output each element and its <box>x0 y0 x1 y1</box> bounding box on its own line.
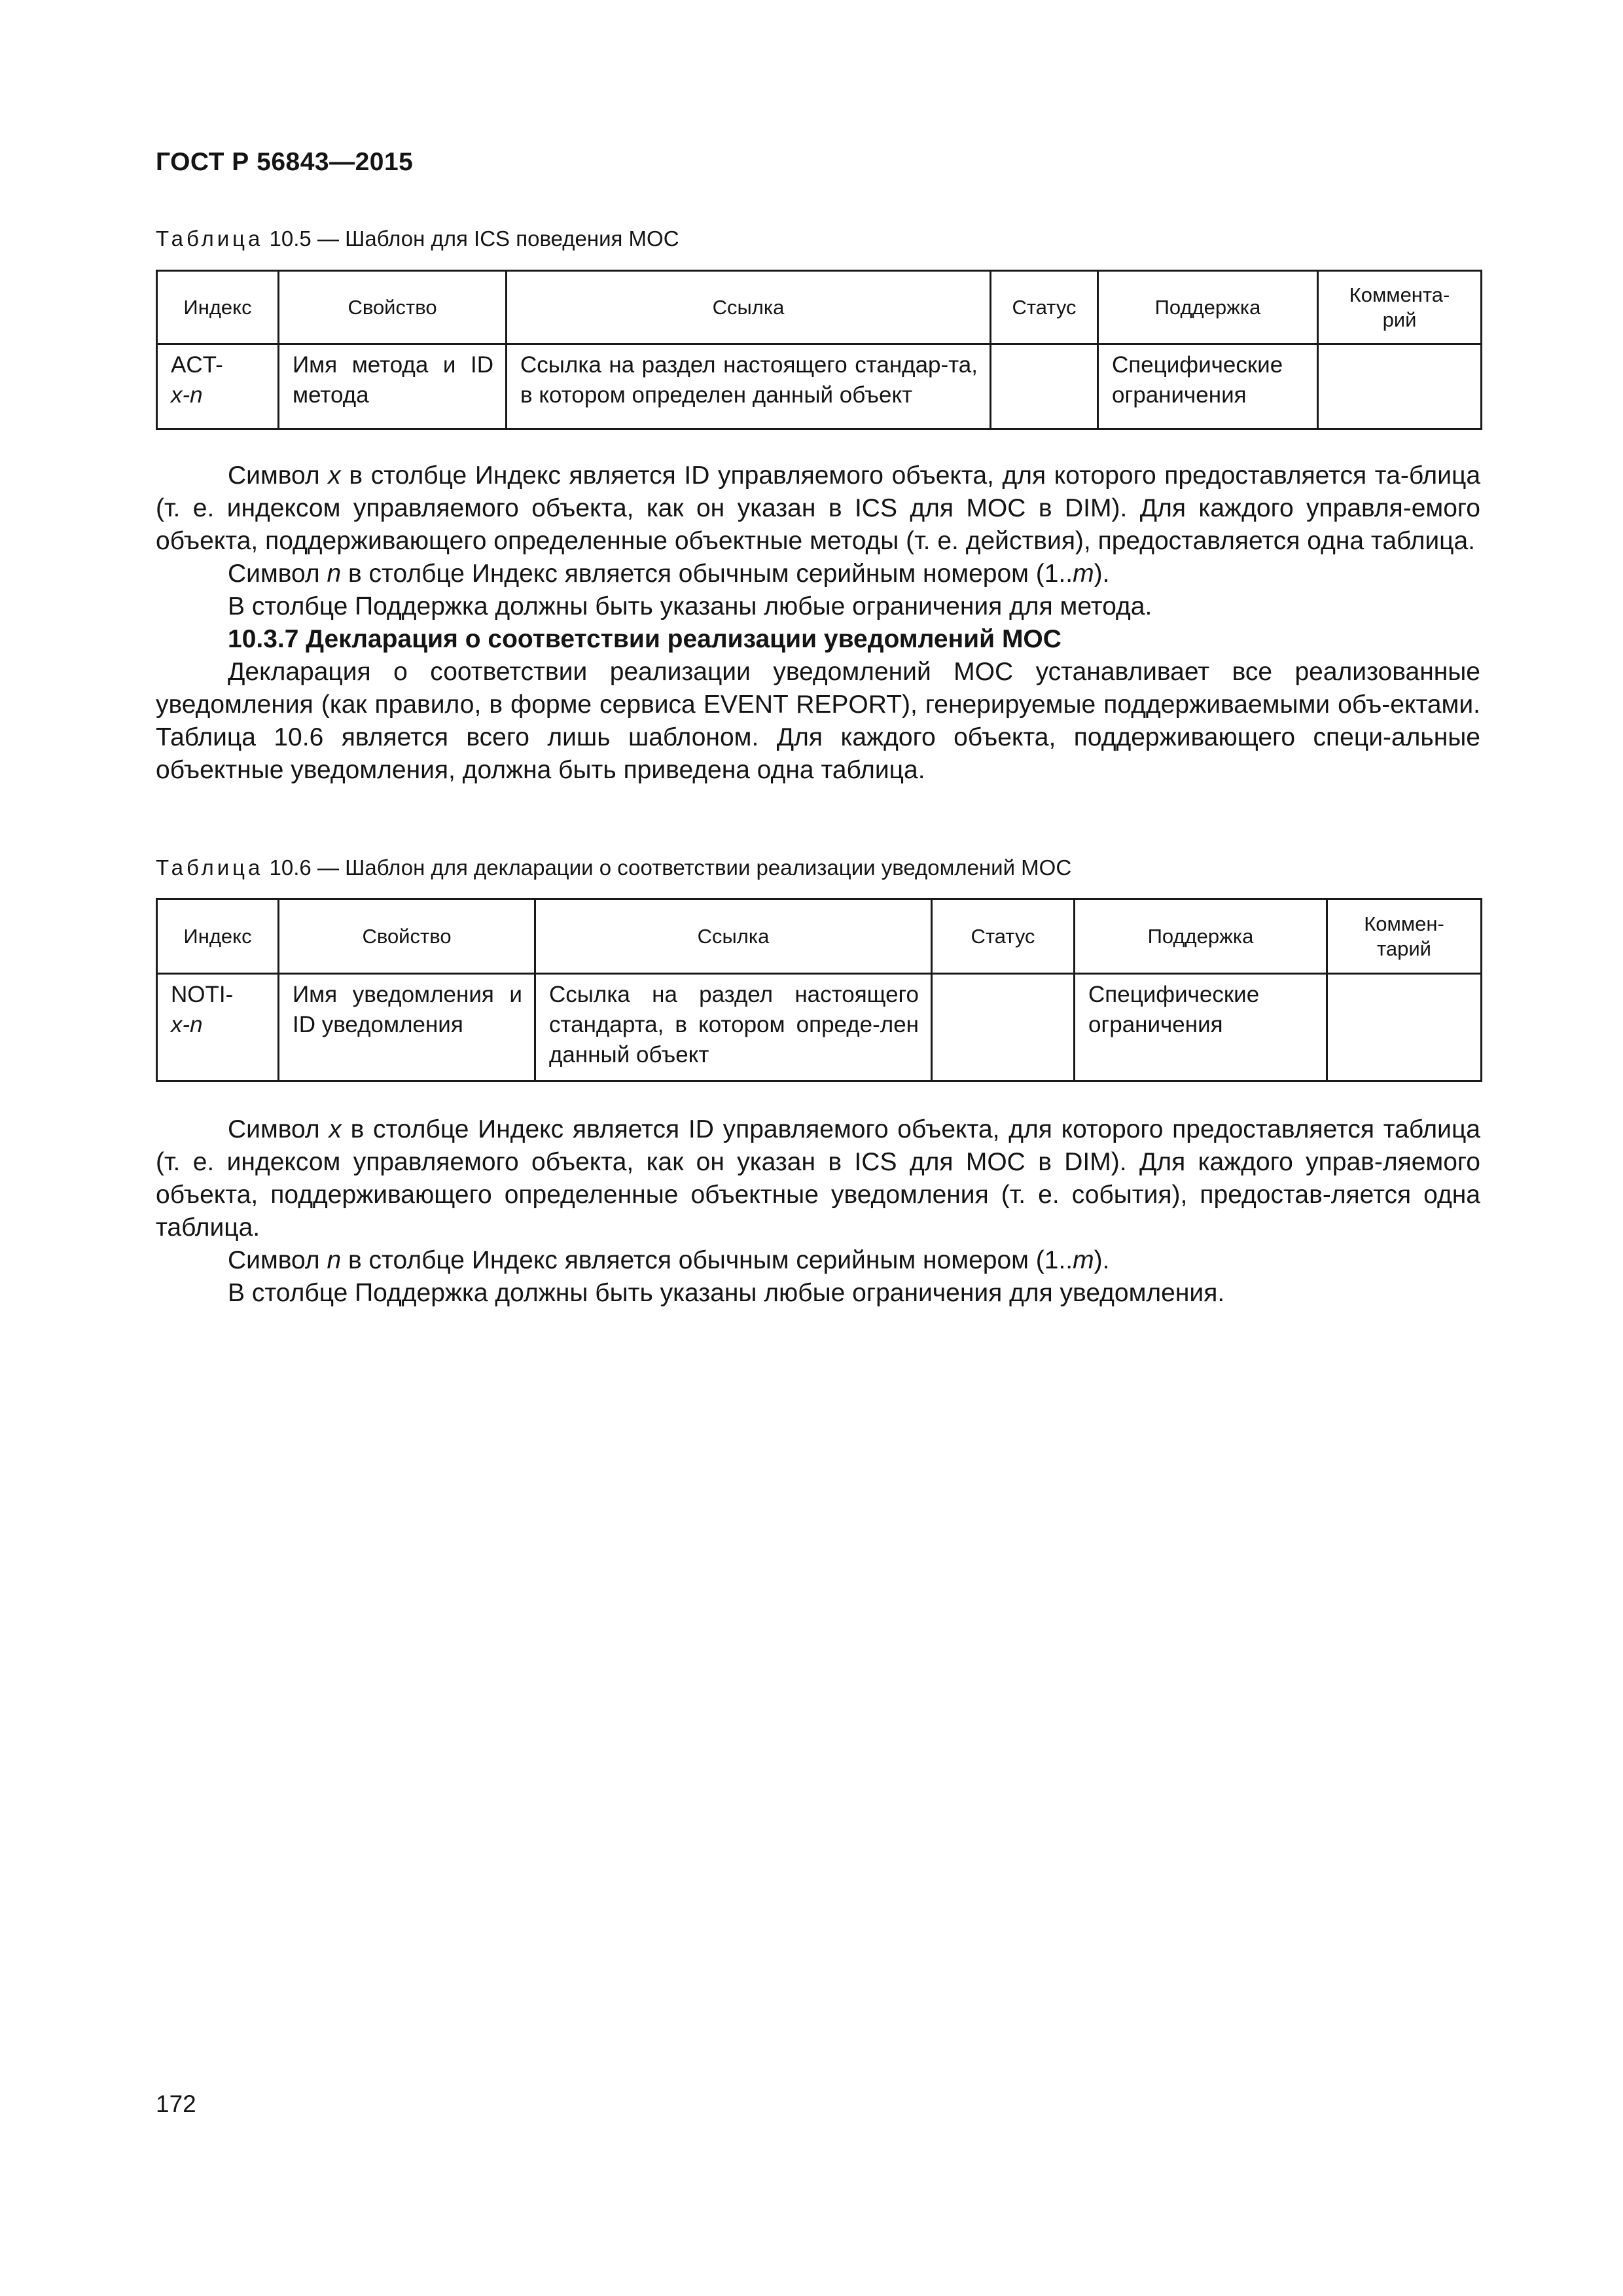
section-text-2 <box>156 1113 1480 1310</box>
cell-support: Специфические ограничения <box>1075 974 1327 1081</box>
table-caption-prefix: Таблица <box>156 855 264 880</box>
paragraph: В столбце Поддержка должны быть указаны любые ограничения для уведомления. <box>228 1279 1225 1307</box>
cell-reference: Ссылка на раздел настоящего стандарта, в котором опреде-лен данный объект <box>535 974 932 1081</box>
cell-property: Имя уведомления и ID уведомления <box>279 974 535 1081</box>
col-header-property: Свойство <box>279 271 507 344</box>
table-caption-10-5 <box>156 226 679 251</box>
col-header-property: Свойство <box>279 899 535 974</box>
table-row <box>157 974 1482 1081</box>
cell-comment <box>1318 344 1482 429</box>
section-text-1 <box>156 459 1480 787</box>
table-caption-text: 10.6 — Шаблон для декларации о соответствии реализации уведомлений МОС <box>263 855 1072 880</box>
col-header-reference: Ссылка <box>535 899 932 974</box>
document-header: ГОСТ Р 56843—2015 <box>156 148 414 176</box>
index-prefix: ACT- <box>171 352 223 378</box>
index-prefix: NOTI- <box>171 982 234 1007</box>
cell-status <box>932 974 1075 1081</box>
cell-index <box>157 974 279 1081</box>
paragraph: Символ x в столбце Индекс является ID управляемого объекта, для которого предоставляется та-блица (т. е. индексом управляемого объекта, как он указан в ICS для МОС в DIM). Для каждого управля-емого объекта, поддерживающего определенные объектные методы (т. е. действия), предоставляется одна таблица. <box>156 461 1481 555</box>
table-caption-prefix: Таблица <box>156 226 264 251</box>
cell-property: Имя метода и ID метода <box>279 344 507 429</box>
col-header-status: Статус <box>991 271 1098 344</box>
table-caption-10-6 <box>156 855 1071 880</box>
section-heading: 10.3.7 Декларация о соответствии реализации уведомлений МОС <box>228 625 1061 653</box>
table-10-6 <box>156 898 1482 1082</box>
paragraph: Декларация о соответствии реализации уведомлений МОС устанавливает все реализованные уведомления (как правило, в форме сервиса EVENT REPORT), генерируемые поддерживаемыми объ-ектами. Таблица 10.6 является всего лишь шаблоном. Для каждого объекта, поддерживающего специ-альные объектные уведомления, должна быть приведена одна таблица. <box>156 658 1480 784</box>
table-caption-text: 10.5 — Шаблон для ICS поведения МОС <box>263 226 679 251</box>
paragraph: Символ n в столбце Индекс является обычным серийным номером (1..m). <box>228 1246 1110 1274</box>
cell-status <box>991 344 1098 429</box>
paragraph: В столбце Поддержка должны быть указаны любые ограничения для метода. <box>228 592 1152 620</box>
cell-reference: Ссылка на раздел настоящего стандар-та, в котором определен данный объект <box>507 344 991 429</box>
table-row <box>157 344 1482 429</box>
col-header-comment: Коммен- тарий <box>1327 899 1482 974</box>
col-header-support: Поддержка <box>1098 271 1318 344</box>
index-variable: x-n <box>171 382 203 408</box>
cell-index <box>157 344 279 429</box>
col-header-status: Статус <box>932 899 1075 974</box>
table-10-5 <box>156 270 1482 430</box>
table-header-row <box>157 899 1482 974</box>
page-number: 172 <box>156 2090 196 2117</box>
col-header-comment: Коммента- рий <box>1318 271 1482 344</box>
index-variable: x-n <box>171 1012 203 1037</box>
paragraph: Символ n в столбце Индекс является обычным серийным номером (1..m). <box>228 560 1110 588</box>
table-header-row <box>157 271 1482 344</box>
col-header-reference: Ссылка <box>507 271 991 344</box>
cell-support: Специфические ограничения <box>1098 344 1318 429</box>
cell-comment <box>1327 974 1482 1081</box>
col-header-index: Индекс <box>157 899 279 974</box>
paragraph: Символ x в столбце Индекс является ID управляемого объекта, для которого предоставляется таблица (т. е. индексом управляемого объекта, как он указан в ICS для МОС в DIM). Для каждого управ-ляемого объекта, поддерживающего определенные объектные уведомления (т. е. события), предостав-ляется одна таблица. <box>156 1115 1480 1242</box>
col-header-support: Поддержка <box>1075 899 1327 974</box>
col-header-index: Индекс <box>157 271 279 344</box>
